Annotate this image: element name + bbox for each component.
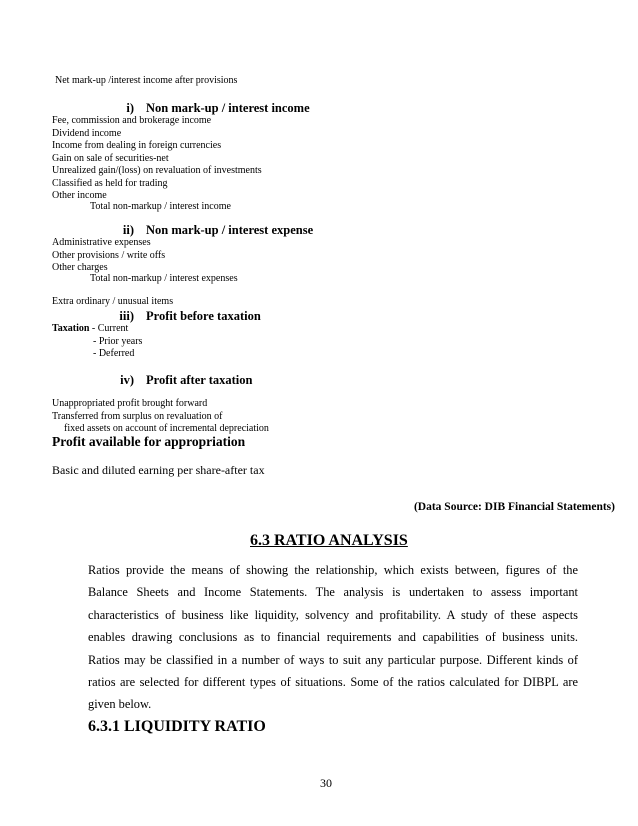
paragraph-line: Ratios provide the means of showing the relationship, which exists between, figures of the [88,563,578,577]
heading-number: ii) [122,223,134,237]
heading-text: Non mark-up / interest expense [146,223,314,237]
paragraph-line: given below. [88,697,152,712]
extra-ordinary-items: Extra ordinary / unusual items [52,296,174,307]
after-tax-item: Unappropriated profit brought forward [52,398,208,409]
net-markup-line: Net mark-up /interest income after provisions [55,75,238,86]
section-heading: 6.3 RATIO ANALYSIS [250,532,408,549]
income-item: Unrealized gain/(loss) on revaluation of investments [52,165,262,176]
heading-non-markup-income [108,101,310,116]
taxation-label: Taxation [52,323,90,334]
paragraph-line: characteristics of business like liquidity, solvency and profitability. A study of these aspects [88,607,578,622]
paragraph-line: enables drawing conclusions as to financial requirements and capabilities of business units. [88,630,578,645]
heading-text: Profit before taxation [146,309,261,323]
income-item: Fee, commission and brokerage income [52,115,212,126]
taxation-prior-years: - Prior years [93,335,143,347]
expense-item: Administrative expenses [52,237,151,248]
eps-line: Basic and diluted earning per share-after tax [52,463,265,477]
paragraph-line: ratios are selected for different types of situations. Some of the ratios calculated for DIBPL are [88,675,578,690]
heading-number: iv) [120,373,134,387]
heading-text: Non mark-up / interest income [146,101,310,115]
income-item: Classified as held for trading [52,177,168,189]
taxation-current: - Current [89,323,129,334]
paragraph-line: Ratios may be classified in a number of ways to suit any particular purpose. Different kinds of [88,652,578,667]
income-item: Dividend income [52,127,122,139]
heading-number: i) [126,101,134,115]
heading-number: iii) [119,309,134,323]
taxation-current-line [52,323,128,336]
profit-available-appropriation: Profit available for appropriation [52,434,246,449]
income-item: Income from dealing in foreign currencies [52,140,222,151]
expense-total: Total non-markup / interest expenses [90,273,238,284]
heading-text: Profit after taxation [146,373,253,387]
expense-item: Other provisions / write offs [52,249,166,261]
paragraph-line: Balance Sheets and Income Statements. The analysis is undertaken to assess important [88,585,578,600]
page-number: 30 [320,776,332,790]
heading-non-markup-expense [108,223,313,238]
heading-profit-after-tax [108,373,252,388]
income-total: Total non-markup / interest income [90,201,231,212]
after-tax-item: fixed assets on account of incremental depreciation [64,423,269,434]
after-tax-item: Transferred from surplus on revaluation of [52,410,223,422]
income-item: Other income [52,190,107,201]
taxation-deferred: - Deferred [93,348,135,359]
income-item: Gain on sale of securities-net [52,152,169,164]
data-source-note: (Data Source: DIB Financial Statements) [413,501,615,513]
expense-item: Other charges [52,262,108,273]
heading-profit-before-tax [108,309,261,324]
subsection-heading: 6.3.1 LIQUIDITY RATIO [88,718,266,735]
ratio-analysis-paragraph [88,559,578,716]
